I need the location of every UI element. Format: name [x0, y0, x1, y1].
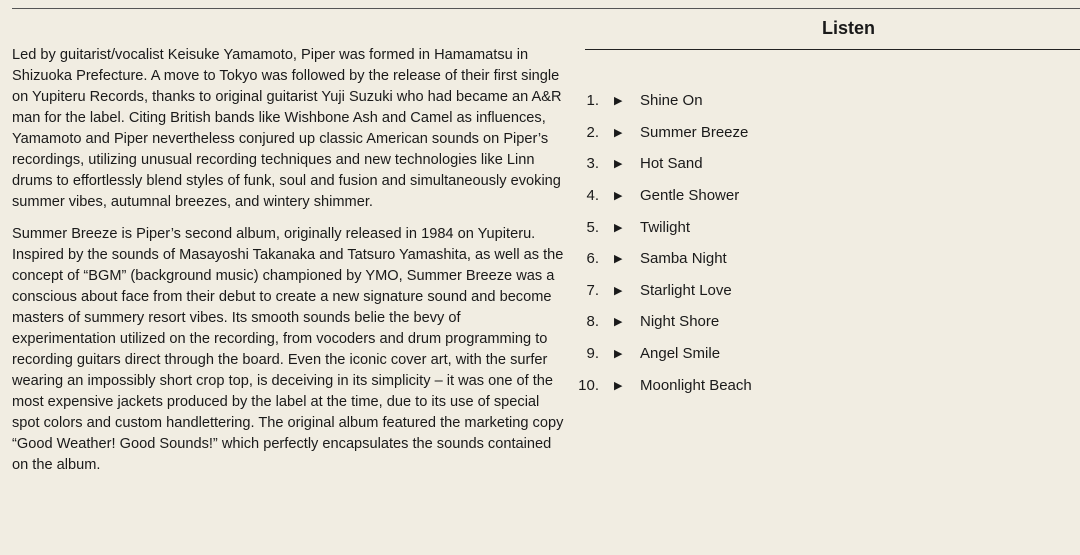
tracklist	[570, 85, 752, 401]
track-item[interactable]	[570, 243, 752, 275]
listen-header	[585, 18, 1080, 50]
track-number: 3.	[586, 155, 599, 173]
play-icon[interactable]: ▶	[614, 221, 623, 234]
track-number: 1.	[586, 92, 599, 110]
play-icon[interactable]: ▶	[614, 379, 623, 392]
track-number: 10.	[578, 376, 599, 394]
track-item[interactable]	[570, 85, 752, 117]
track-title[interactable]: Summer Breeze	[640, 123, 749, 141]
play-icon[interactable]: ▶	[614, 316, 623, 329]
track-title[interactable]: Night Shore	[640, 313, 720, 331]
track-item[interactable]	[570, 180, 752, 212]
track-item[interactable]	[570, 338, 752, 370]
track-title[interactable]: Gentle Shower	[640, 187, 740, 205]
play-icon[interactable]: ▶	[614, 348, 623, 361]
description-paragraph: Summer Breeze is Piper’s second album, originally released in 1984 on Yupiteru. Inspired by the sounds of Masayoshi Takanaka and Tatsuro Yamashita, as well as the concept of “BGM” (background music) championed by YMO, Summer Breeze was a conscious about face from their debut to create a new signature sound and become masters of summery resort vibes. Its smooth sounds belie the bevy of experimentation utilized on the recording, from vocoders and drum programming to recording guitars direct through the board. Even the iconic cover art, with the surfer wearing an impossibly short crop top, is deceiving in its simplicity – it was one of the most expensive jackets produced by the label at the time, due to its use of special spot colors and custom handlettering. The original album featured the marketing copy “Good Weather! Good Sounds!” which perfectly encapsulates the sounds contained on the album.	[12, 226, 564, 473]
play-icon[interactable]: ▶	[614, 126, 623, 139]
track-title[interactable]: Angel Smile	[640, 345, 721, 363]
track-item[interactable]	[570, 369, 752, 401]
play-icon[interactable]: ▶	[614, 158, 623, 171]
listen-heading: Listen	[821, 18, 875, 38]
track-title[interactable]: Samba Night	[640, 250, 727, 268]
track-item[interactable]	[570, 148, 752, 180]
track-item[interactable]	[570, 211, 752, 243]
track-title[interactable]: Moonlight Beach	[640, 376, 752, 394]
play-icon[interactable]: ▶	[614, 253, 623, 266]
track-item[interactable]	[570, 306, 752, 338]
track-title[interactable]: Hot Sand	[640, 155, 703, 173]
play-icon[interactable]: ▶	[614, 284, 623, 297]
track-number: 2.	[586, 123, 599, 141]
track-number: 7.	[586, 281, 599, 299]
track-number: 4.	[586, 187, 599, 205]
album-description	[12, 45, 564, 487]
track-title[interactable]: Shine On	[640, 92, 703, 110]
play-icon[interactable]: ▶	[614, 95, 623, 108]
track-number: 8.	[586, 313, 599, 331]
top-divider	[12, 8, 1080, 9]
track-item[interactable]	[570, 117, 752, 149]
play-icon[interactable]: ▶	[614, 190, 623, 203]
track-title[interactable]: Twilight	[640, 218, 691, 236]
track-number: 5.	[586, 218, 599, 236]
track-number: 9.	[586, 345, 599, 363]
track-item[interactable]	[570, 275, 752, 307]
description-paragraph: Led by guitarist/vocalist Keisuke Yamamoto, Piper was formed in Hamamatsu in Shizuoka Prefecture. A move to Tokyo was followed by the release of their first single on Yupiteru Records, thanks to original guitarist Yuji Suzuki who had became an A&R man for the label. Citing British bands like Wishbone Ash and Camel as influences, Yamamoto and Piper nevertheless conjured up classic American sounds on Piper’s recordings, utilizing unusual recording techniques and new technologies like Linn drums to effortlessly blend styles of funk, soul and fusion and simultaneously evoking summer vibes, autumnal breezes, and wintery shimmer.	[12, 47, 562, 210]
track-title[interactable]: Starlight Love	[640, 281, 732, 299]
track-number: 6.	[586, 250, 599, 268]
